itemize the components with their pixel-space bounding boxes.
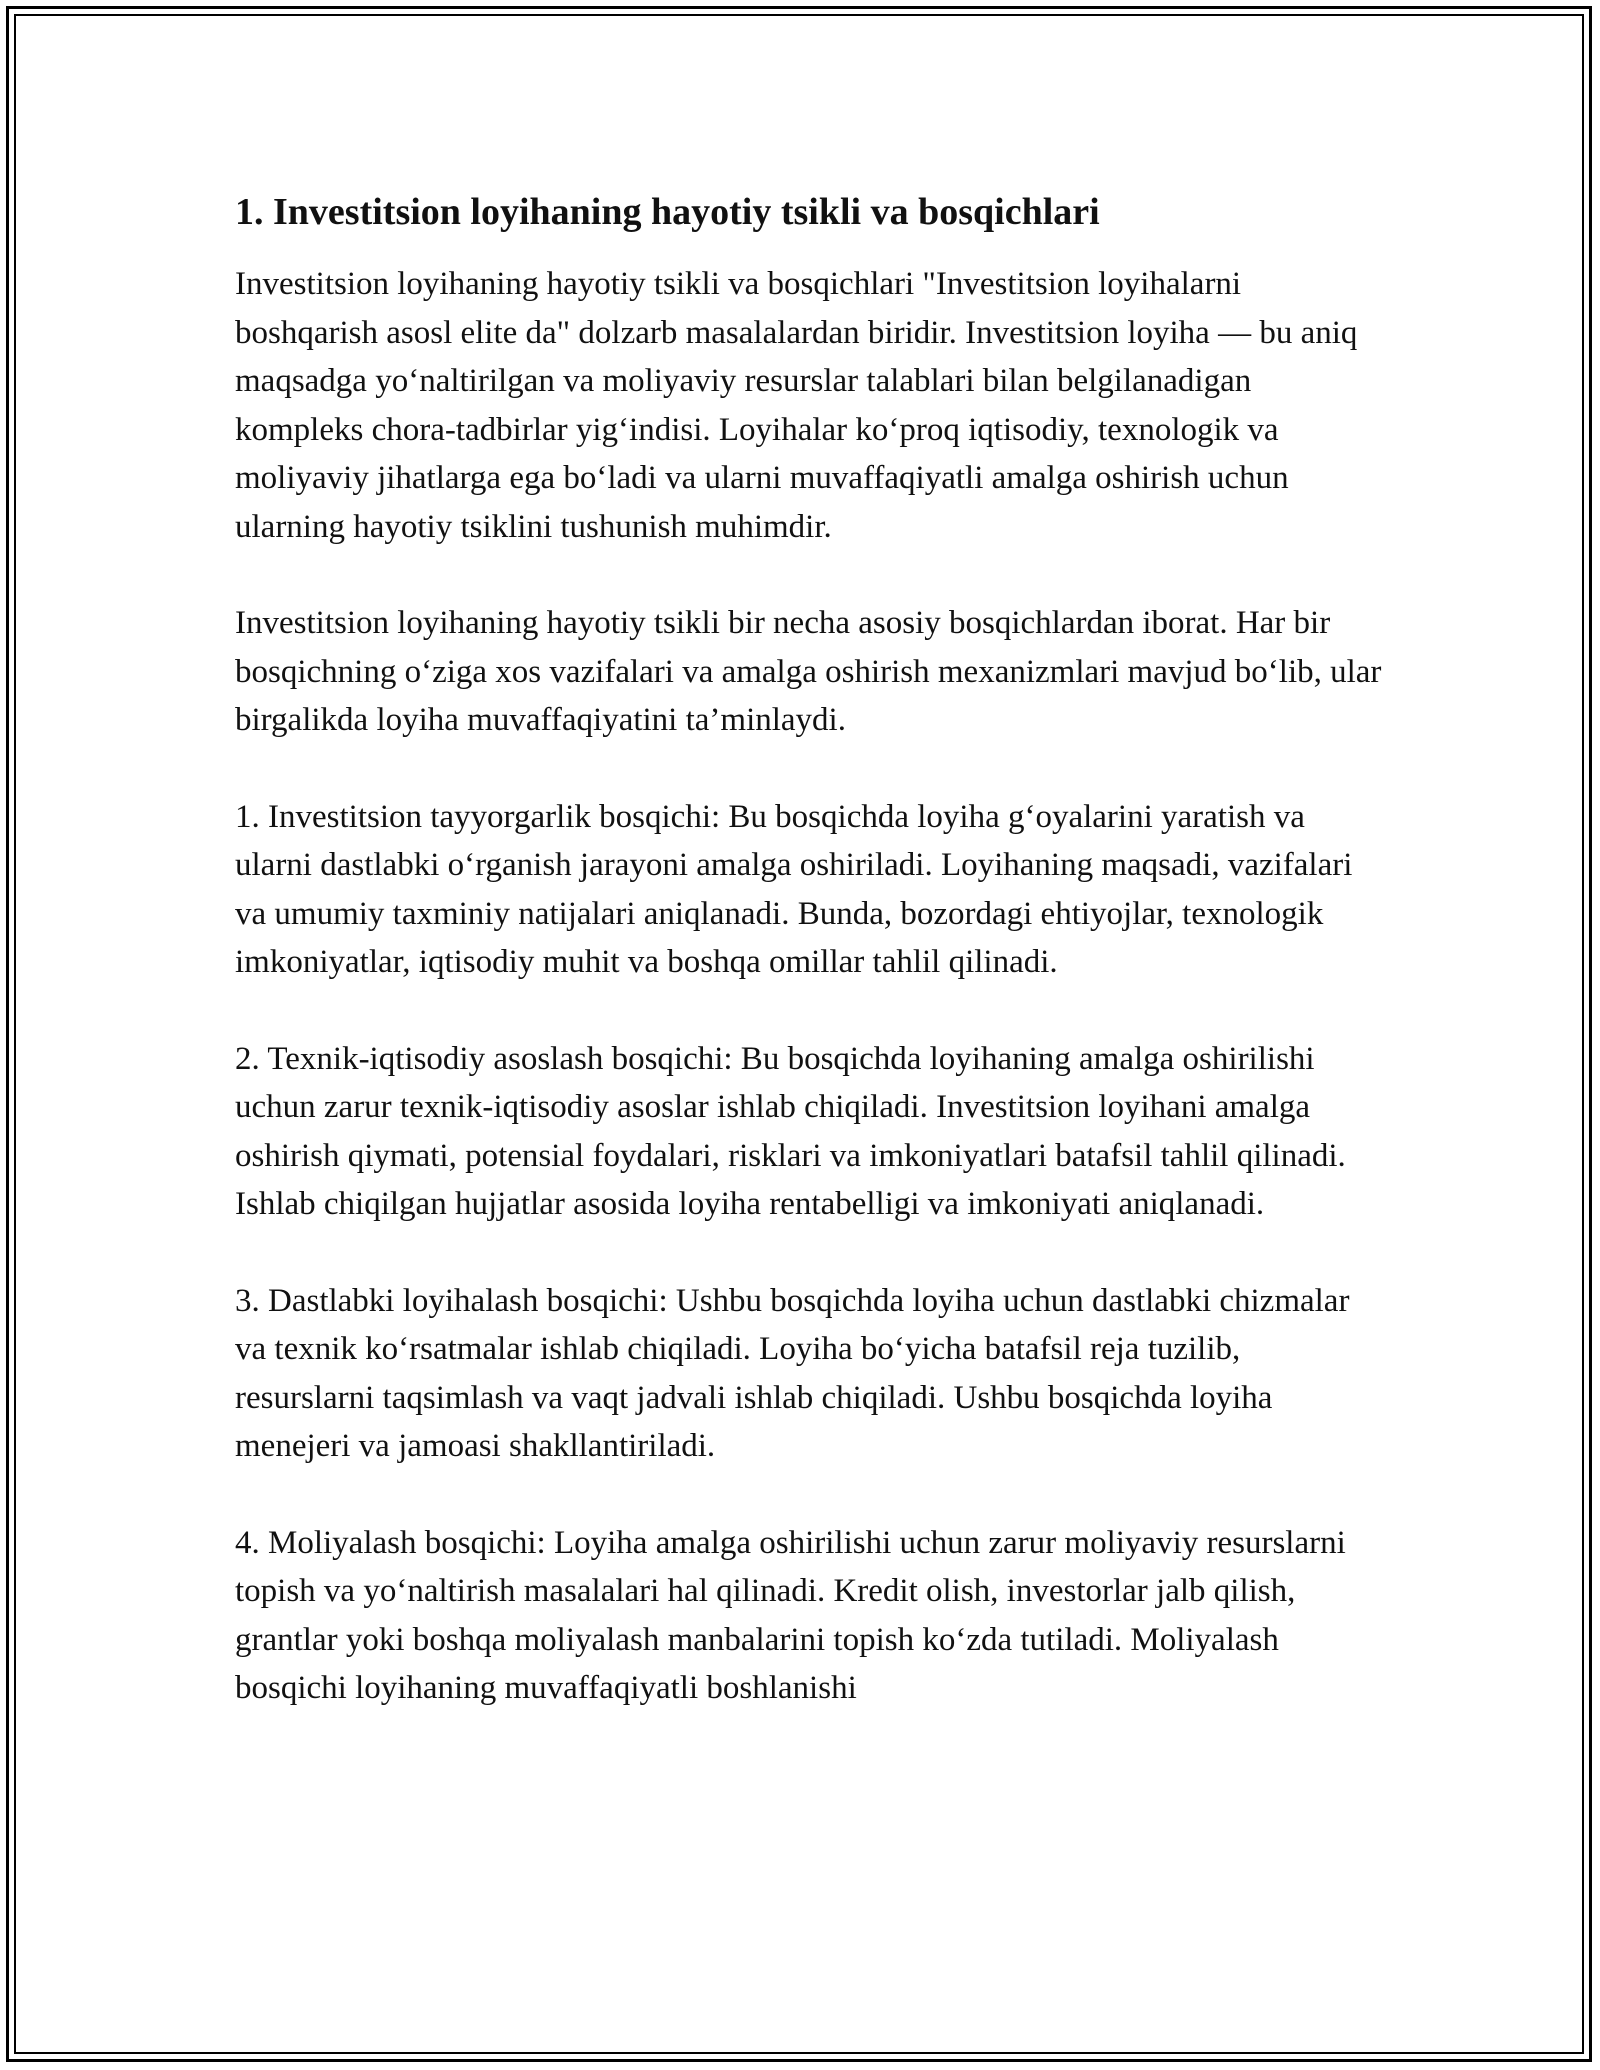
paragraph-overview: Investitsion loyihaning hayotiy tsikli bir necha asosiy bosqichlardan iborat. Har bir bosqichning o‘ziga xos vazifalari va amalga oshirish mexanizmlari mavjud bo‘lib, ular birgalikda loyiha muvaffaqiyatini ta’minlaydi. — [235, 605, 1382, 738]
paragraph-stage-4: 4. Moliyalash bosqichi: Loyiha amalga oshirilishi uchun zarur moliyaviy resurslarni topish va yo‘naltirish masalalari hal qilinadi. Kredit olish, investorlar jalb qilish, grantlar yoki boshqa moliyalash manbalarini topish ko‘zda tutiladi. Moliyalash bosqichi loyihaning muvaffaqiyatli boshlanishi — [235, 1524, 1346, 1706]
paragraph-stage-1: 1. Investitsion tayyorgarlik bosqichi: Bu bosqichda loyiha g‘oyalarini yaratish va ularni dastlabki o‘rganish jarayoni amalga oshiriladi. Loyihaning maqsadi, vazifalari va umumiy taxminiy natijalari aniqlanadi. Bunda, bozordagi ehtiyojlar, texnologik imkoniyatlar, iqtisodiy muhit va boshqa omillar tahlil qilinadi. — [235, 798, 1353, 980]
document-title: 1. Investitsion loyihaning hayotiy tsikli va bosqichlari — [235, 191, 1100, 233]
paragraph-intro: Investitsion loyihaning hayotiy tsikli va bosqichlari "Investitsion loyihalarni boshqarish asosl elite da" dolzarb masalalardan biridir. Investitsion loyiha — bu aniq maqsadga yo‘naltirilgan va moliyaviy resurslar talablari bilan belgilanadigan kompleks chora-tadbirlar yig‘indisi. Loyihalar ko‘proq iqtisodiy, texnologik va moliyaviy jihatlarga ega bo‘ladi va ularni muvaffaqiyatli amalga oshirish uchun ularning hayotiy tsiklini tushunish muhimdir. — [235, 266, 1358, 545]
paragraph-stage-3: 3. Dastlabki loyihalash bosqichi: Ushbu bosqichda loyiha uchun dastlabki chizmalar va texnik ko‘rsatmalar ishlab chiqiladi. Loyiha bo‘yicha batafsil reja tuzilib, resurslarni taqsimlash va vaqt jadvali ishlab chiqiladi. Ushbu bosqichda loyiha menejeri va jamoasi shakllantiriladi. — [235, 1282, 1350, 1464]
paragraph-stage-2: 2. Texnik-iqtisodiy asoslash bosqichi: Bu bosqichda loyihaning amalga oshirilishi uchun zarur texnik-iqtisodiy asoslar ishlab chiqiladi. Investitsion loyihani amalga oshirish qiymati, potensial foydalari, risklari va imkoniyatlari batafsil tahlil qilinadi. Ishlab chiqilgan hujjatlar asosida loyiha rentabelligi va imkoniyati aniqlanadi. — [235, 1040, 1346, 1222]
document-body — [235, 186, 1385, 1761]
